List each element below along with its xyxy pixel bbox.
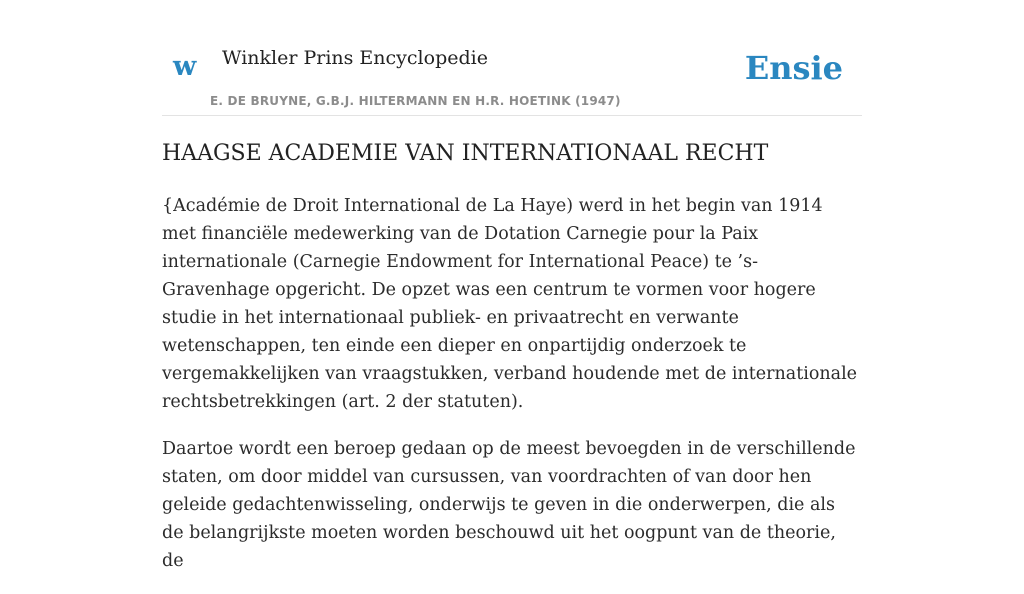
publication-header — [162, 40, 862, 116]
publication-authors: E. DE BRUYNE, G.B.J. HILTERMANN EN H.R. HOETINK (1947) — [210, 94, 621, 108]
article-title: HAAGSE ACADEMIE VAN INTERNATIONAAL RECHT — [162, 141, 769, 166]
article-paragraph-2: Daartoe wordt een beroep gedaan op de meest bevoegden in de verschillende staten, om door middel van cursussen, van voordrachten of van door hen geleide gedachtenwisseling, onderwijs te geven in die onderwerpen, die als de belangrijkste moeten worden beschouwd uit het oogpunt van de theorie, de — [162, 439, 856, 571]
article-body — [162, 192, 862, 594]
article-paragraph-1: {Académie de Droit International de La Haye) werd in het begin van 1914 met financiële medewerking van de Dotation Carnegie pour la Paix internationale (Carnegie Endowment for International Peace) te ’s-Gravenhage opgericht. De opzet was een centrum te vormen voor hogere studie in het internationaal publiek- en privaatrecht en verwante wetenschappen, ten einde een dieper en onpartijdig onderzoek te vergemakkelijken van vraagstukken, verband houdende met de internationale rechtsbetrekkingen (art. 2 der statuten). — [162, 196, 858, 412]
publication-logo[interactable]: w — [173, 51, 197, 82]
publication-title[interactable]: Winkler Prins Encyclopedie — [222, 47, 488, 69]
ensie-logo[interactable]: Ensie — [744, 49, 843, 87]
